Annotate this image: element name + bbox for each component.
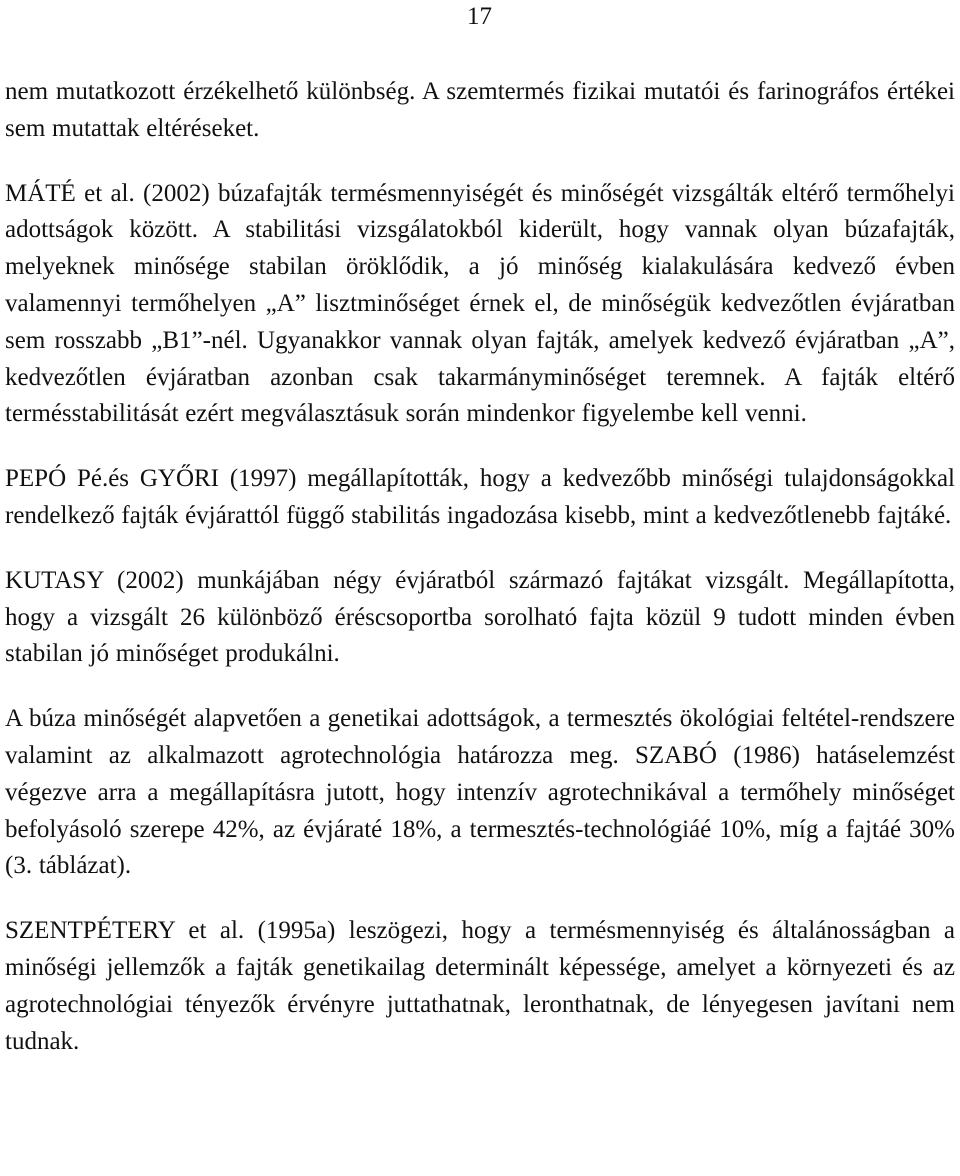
paragraph-3: PEPÓ Pé.és GYŐRI (1997) megállapították, hogy a kedvezőbb minőségi tulajdonságokkal rendelkező fajták évjárattól függő stabilitás ingadozása kisebb, mint a kedvezőtlenebb fajtáké. [5, 465, 955, 529]
body-text [5, 74, 955, 1088]
paragraph-2: MÁTÉ et al. (2002) búzafajták termésmennyiségét és minőségét vizsgálták eltérő termőhelyi adottságok között. A stabilitási vizsgálatokból kiderült, hogy vannak olyan búzafajták, melyeknek minősége stabilan öröklődik, a jó minőség kialakulására kedvező évben valamennyi termőhelyen „A” lisztminőséget érnek el, de minőségük kedvezőtlen évjáratban sem rosszabb „B1”-nél. Ugyanakkor vannak olyan fajták, amelyek kedvező évjáratban „A”, kedvezőtlen évjáratban azonban csak takarmányminőséget teremnek. A fajták eltérő termésstabilitását ezért megválasztásuk során mindenkor figyelembe kell venni. [5, 179, 955, 428]
paragraph-6: SZENTPÉTERY et al. (1995a) leszögezi, hogy a termésmennyiség és általánosságban a minőségi jellemzők a fajták genetikailag determinált képessége, amelyet a környezeti és az agrotechnológiai tényezők érvényre juttathatnak, leronthatnak, de lényegesen javítani nem tudnak. [5, 917, 955, 1055]
paragraph-5: A búza minőségét alapvetően a genetikai adottságok, a termesztés ökológiai feltétel-rendszere valamint az alkalmazott agrotechnológia határozza meg. SZABÓ (1986) hatáselemzést végezve arra a megállapításra jutott, hogy intenzív agrotechnikával a termőhely minőséget befolyásoló szerepe 42%, az évjáraté 18%, a termesztés-technológiáé 10%, míg a fajtáé 30% (3. táblázat). [5, 705, 955, 880]
paragraph-1: nem mutatkozott érzékelhető különbség. A szemtermés fizikai mutatói és farinográfos értékei sem mutattak eltéréseket. [5, 78, 955, 142]
paragraph-4: KUTASY (2002) munkájában négy évjáratból származó fajtákat vizsgált. Megállapította, hogy a vizsgált 26 különböző éréscsoportba sorolható fajta közül 9 tudott minden évben stabilan jó minőséget produkálni. [5, 566, 955, 668]
page-number: 17 [467, 3, 492, 30]
